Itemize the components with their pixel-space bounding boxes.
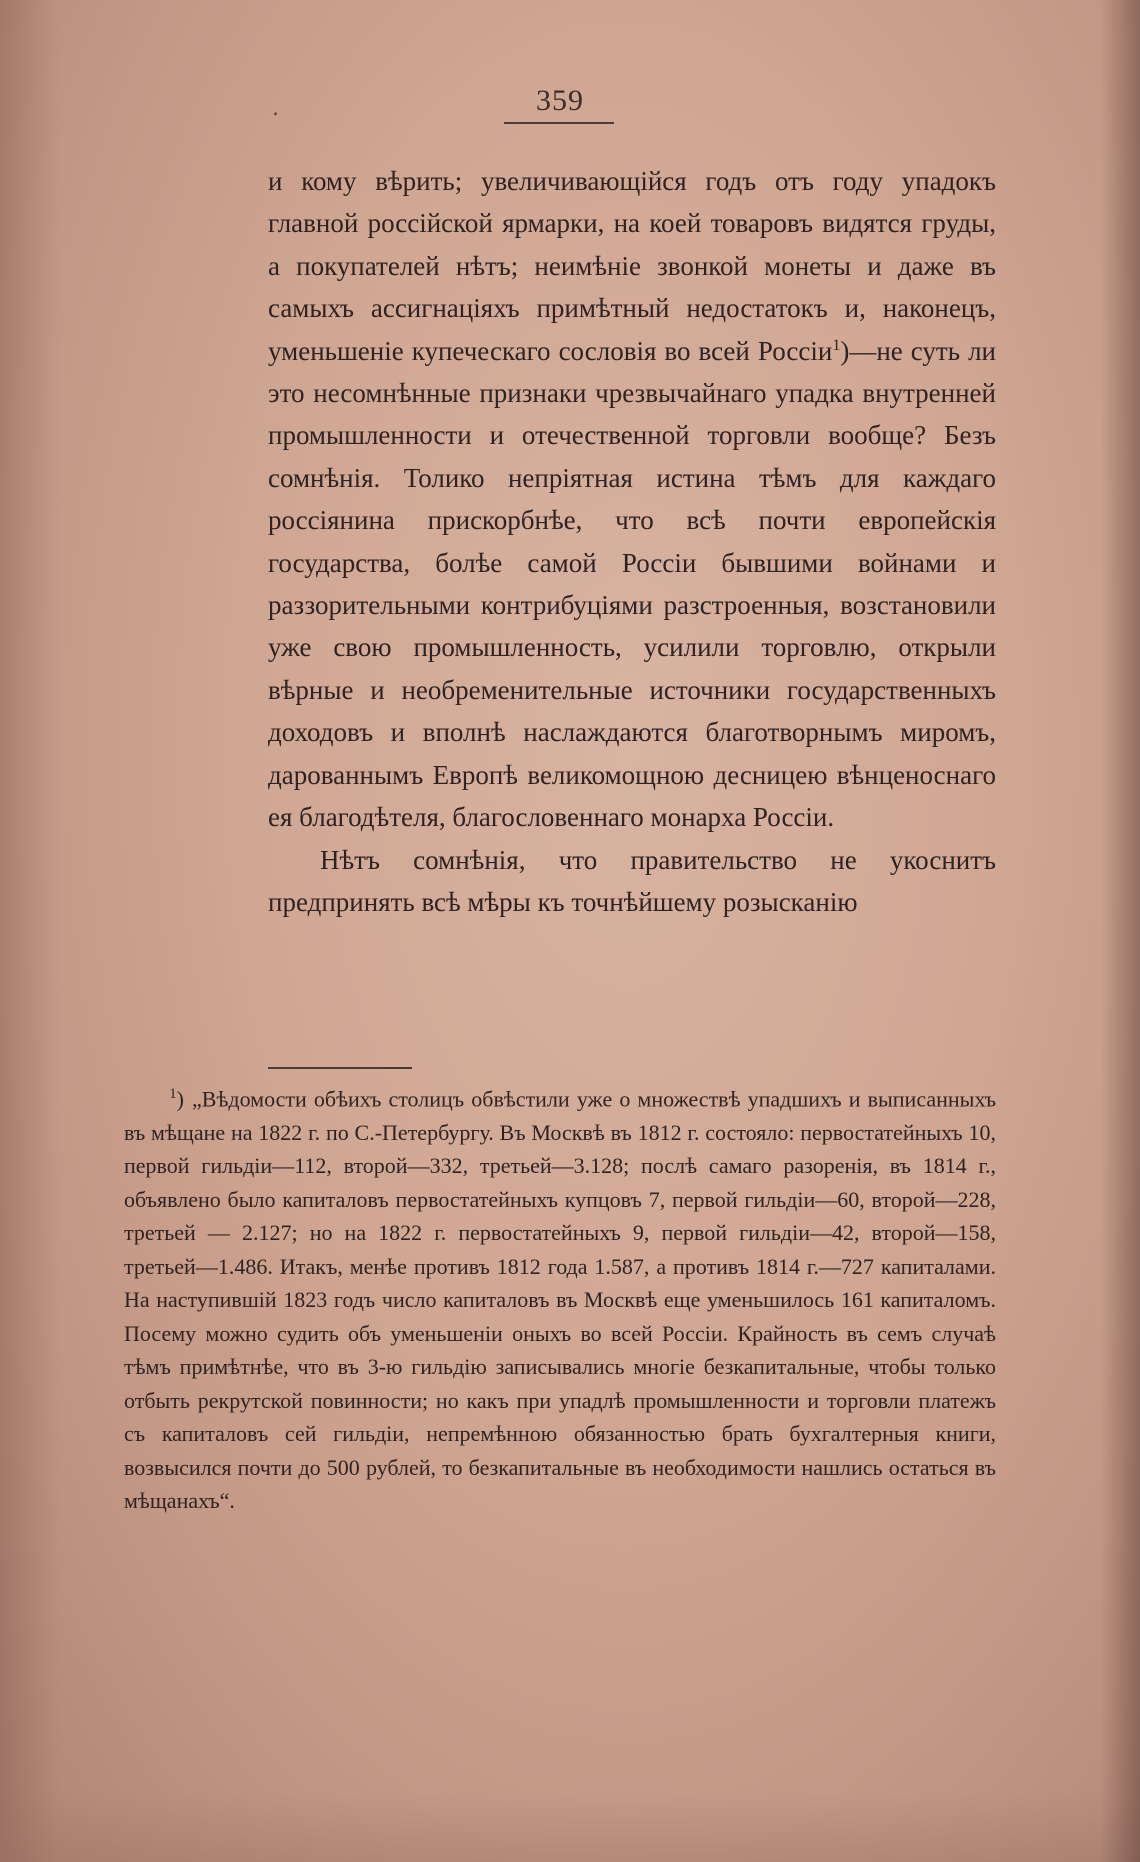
footnote-reference: 1 <box>832 336 841 354</box>
page-number: 359 <box>536 84 584 117</box>
body-paragraph-1 <box>268 160 996 839</box>
corner-mark: . <box>272 96 279 121</box>
footnote-marker-paren: ) <box>176 1086 184 1112</box>
page-bottom-shadow <box>0 1792 1140 1862</box>
body-paragraph-1-text: и кому вѣрить; увеличивающійся годъ отъ году упадокъ главной россійской ярмарки, на коей товаровъ видятся груды, а покупателей нѣтъ; неимѣніе звонкой монеты и даже въ самыхъ ассигнаціяхъ примѣтный недостатокъ и, наконецъ, уменьшеніе купеческаго сословія во всей Россіи <box>268 166 996 366</box>
footnote-text: „Вѣдомости обѣихъ столицъ обвѣстили уже о множествѣ упадшихъ и выписанныхъ въ мѣщане на 1822 г. по С.-Петербургу. Въ Москвѣ въ 1812 г. состояло: первостатейныхъ 10, первой гильдіи—112, второй—332, третьей—3.128; послѣ самаго разоренія, въ 1814 г., объявлено было капиталовъ первостатейныхъ купцовъ 7, первой гильдіи—60, второй—228, третьей — 2.127; но на 1822 г. первостатейныхъ 9, первой гильдіи—42, второй—158, третьей—1.486. Итакъ, менѣе противъ 1812 года 1.587, а противъ 1814 г.—727 капиталами. На наступившій 1823 годъ число капиталовъ въ Москвѣ еще уменьшилось 161 капиталомъ. Посему можно судить объ уменьшеніи оныхъ во всей Россіи. Крайность въ семъ случаѣ тѣмъ примѣтнѣе, что въ 3-ю гильдію записывались многіе безкапитальные, чтобы только отбыть рекрутской повинности; но какъ при упадлѣ промышленности и торговли платежъ съ капиталовъ сей гильдіи, непремѣнною обязанностью брать бухгалтерныя книги, возвысился почти до 500 рублей, то безкапитальные въ необходимости нашлись остаться въ мѣщанахъ“. <box>124 1086 996 1514</box>
footnote <box>124 1078 996 1518</box>
footnote-separator <box>268 1067 412 1069</box>
body-paragraph-1-continuation: )—не суть ли это несомнѣнные признаки чрезвычайнаго упадка внутренней промышленности и отечественной торговли вообще? Безъ сомнѣнія. Толико непріятная истина тѣмъ для каждаго россіянина прискорбнѣе, что всѣ почти европейскія государства, болѣе самой Россіи бывшими войнами и раззорительными контрибуціями разстроенныя, возстановили уже свою промышленность, усилили торговлю, открыли вѣрные и необременительные источники государственныхъ доходовъ и вполнѣ наслаждаются благотворнымъ миромъ, дарованнымъ Европѣ великомощною десницею вѣнценоснаго ея благодѣтеля, благословеннаго монарха Россіи. <box>268 335 996 833</box>
body-paragraph-2: Нѣтъ сомнѣнія, что правительство не укоснитъ предпринять всѣ мѣры къ точнѣйшему розысканію <box>268 844 996 917</box>
footnote-marker <box>124 1078 192 1116</box>
footnote-marker-number: 1 <box>169 1086 177 1102</box>
main-text <box>268 160 996 923</box>
page-number-rule <box>504 122 614 124</box>
